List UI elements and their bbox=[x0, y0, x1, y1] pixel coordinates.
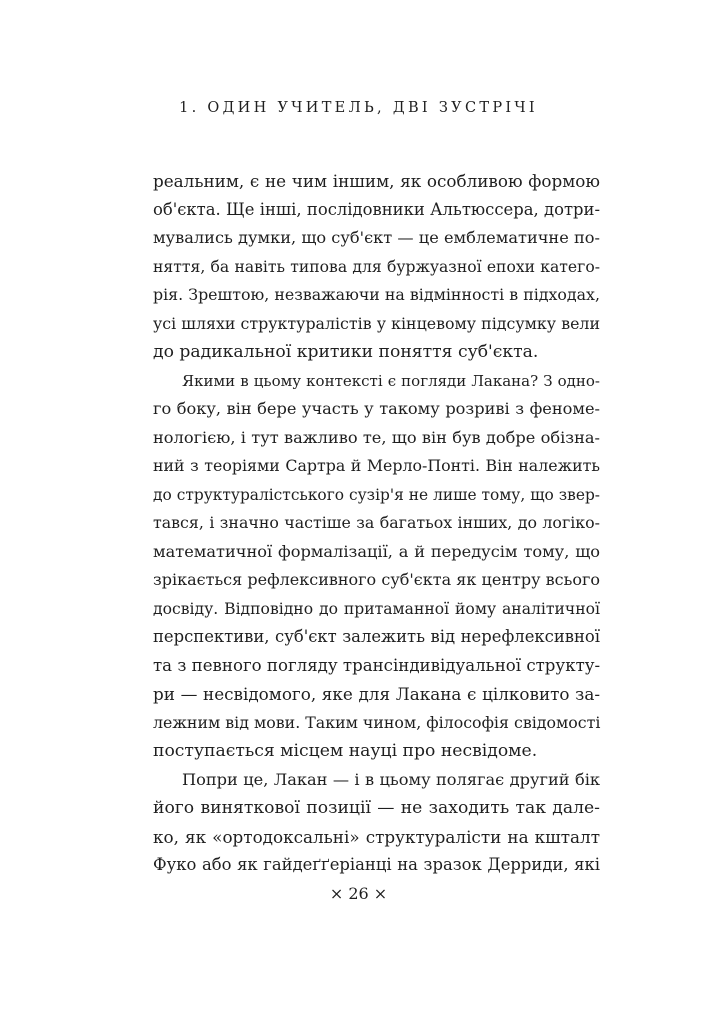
text-line: до структуралістського сузір'я не лише тому, що звер- bbox=[153, 485, 600, 504]
text-line: го боку, він бере участь у такому розриві з феноме- bbox=[153, 399, 600, 418]
text-line: тався, і значно частіше за багатьох інших, до логіко- bbox=[153, 513, 600, 532]
text-line: об'єкта. Ще інші, послідовники Альтюссера, дотри- bbox=[153, 199, 600, 219]
text-line: ри — несвідомого, яке для Лакана є цілковито за- bbox=[153, 684, 600, 704]
text-line: математичної формалізації, а й передусім тому, що bbox=[153, 541, 600, 561]
text-line: лежним від мови. Таким чином, філософія свідомості bbox=[153, 712, 601, 732]
page-number: × 26 × bbox=[329, 884, 388, 903]
paragraph bbox=[153, 367, 600, 766]
text-line: поступається місцем науці про несвідоме. bbox=[153, 741, 538, 761]
text-line: досвіду. Відповідно до притаманної йому аналітичної bbox=[153, 599, 600, 618]
text-line: рія. Зрештою, незважаючи на відмінності в підходах, bbox=[153, 285, 600, 304]
text-line: його виняткової позиції — не заходить так дале- bbox=[153, 798, 600, 818]
text-line: Фуко або як гайдеґґеріанці на зразок Дерриди, які bbox=[153, 855, 600, 874]
text-line: та з певного погляду трансіндивідуальної структу- bbox=[153, 655, 601, 675]
text-line: реальним, є не чим іншим, як особливою формою bbox=[153, 171, 600, 191]
text-line: перспективи, суб'єкт залежить від нерефлексивної bbox=[153, 627, 600, 646]
text-line: до радикальної критики поняття суб'єкта. bbox=[153, 342, 539, 362]
paragraph bbox=[153, 766, 600, 880]
text-line: Якими в цьому контексті є погляди Лакана? З одно- bbox=[182, 371, 600, 390]
text-line: нологією, і тут важливо те, що він був добре обізна- bbox=[153, 427, 600, 447]
paragraph bbox=[153, 167, 600, 367]
text-line: ний з теоріями Сартра й Мерло-Понті. Він належить bbox=[153, 456, 600, 475]
text-line: зрікається рефлексивного суб'єкта як центру всього bbox=[153, 570, 600, 589]
text-line: мувались думки, що суб'єкт — це емблематичне по- bbox=[153, 228, 600, 247]
text-line: Попри це, Лакан — і в цьому полягає другий бік bbox=[182, 769, 600, 789]
text-line: няття, ба навіть типова для буржуазної епохи катего- bbox=[153, 257, 600, 276]
text-line: ко, як «ортодоксальні» структуралісти на кшталт bbox=[153, 826, 600, 847]
text-line: усі шляхи структуралістів у кінцевому підсумку вели bbox=[153, 313, 600, 333]
running-head: 1. ОДИН УЧИТЕЛЬ, ДВІ ЗУСТРІЧІ bbox=[179, 100, 538, 116]
body-text bbox=[153, 167, 600, 880]
